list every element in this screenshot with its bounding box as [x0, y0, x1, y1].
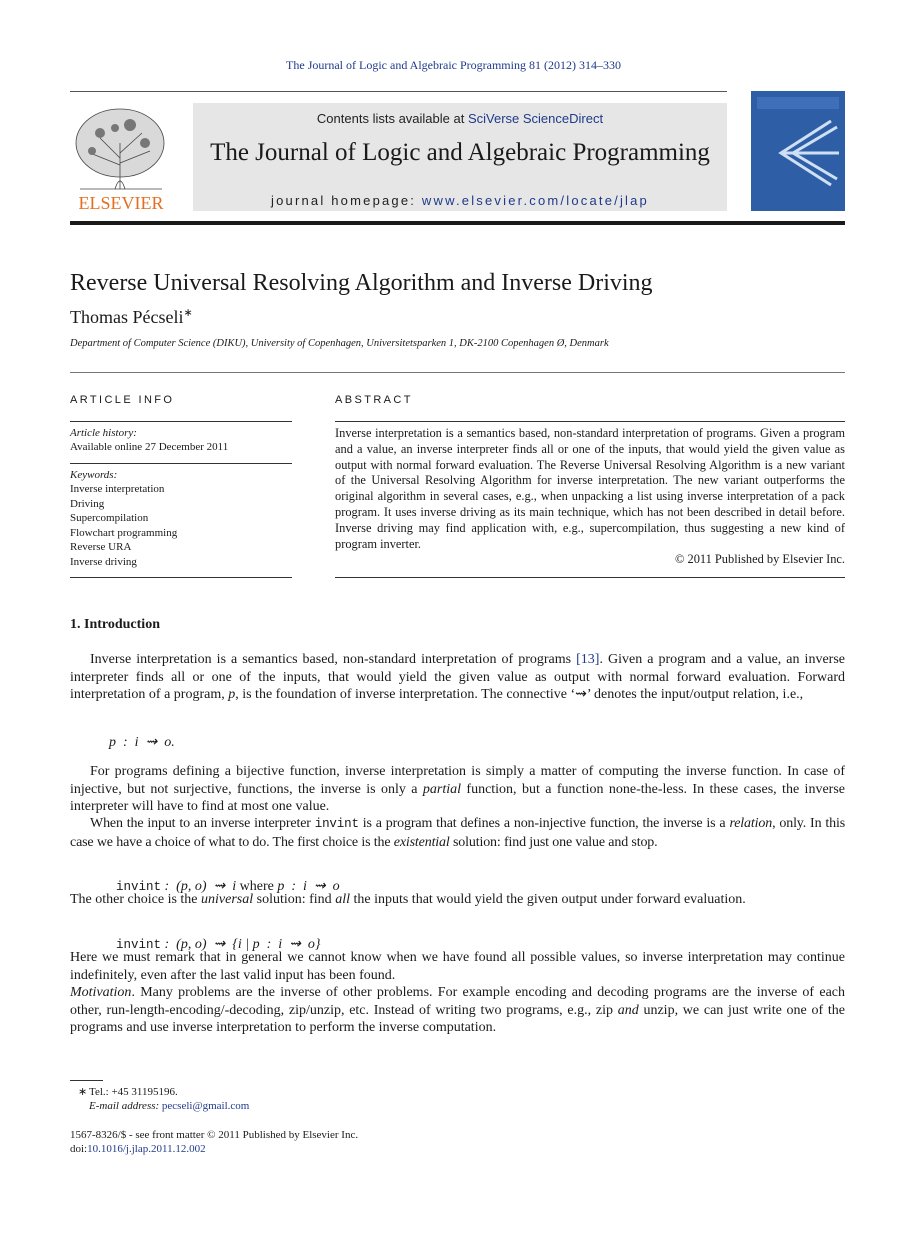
emphasis: all	[335, 892, 350, 907]
math-where: where	[236, 879, 278, 894]
abstract-text	[335, 426, 845, 568]
text-run: solution: find just one value and stop.	[449, 834, 658, 850]
code-invint: invint	[314, 817, 359, 831]
author-line	[70, 306, 193, 328]
intro-paragraph-1	[70, 651, 845, 704]
keywords-label: Keywords:	[70, 469, 118, 481]
intro-paragraph-5: Here we must remark that in general we cannot know when we have found all possible values, so inverse interpretation may continue indefinitely, even after the last valid input has been found.	[70, 950, 845, 983]
code-invint: invint	[116, 938, 162, 952]
paragraph-label: Motivation	[70, 985, 132, 1000]
emphasis: partial	[422, 781, 462, 797]
abstract-heading: ABSTRACT	[335, 394, 413, 406]
contents-line	[193, 111, 727, 126]
article-info-rule	[70, 421, 292, 422]
footnote-email	[89, 1099, 249, 1113]
article-info-bottom-rule	[70, 577, 292, 578]
elsevier-logo	[70, 103, 172, 213]
intro-paragraph-2	[70, 763, 845, 816]
footnote-mark: ∗	[78, 1086, 88, 1098]
elsevier-tree-icon	[70, 103, 172, 213]
intro-paragraph-4	[70, 891, 845, 909]
motivation-paragraph	[70, 984, 845, 1037]
abstract-bottom-rule	[335, 577, 845, 578]
keyword: Reverse URA	[70, 541, 132, 553]
article-info-heading: ARTICLE INFO	[70, 394, 175, 406]
footnote-tel: Tel.: +45 31195196.	[89, 1086, 178, 1098]
text-run: For programs defining a bijective function, inverse interpretation is simply a matter of computing the inverse function. In case of injective, but not surjective, functions, the inverse is only a	[70, 764, 845, 797]
citation-link[interactable]: [13]	[576, 652, 600, 667]
keywords-list	[70, 482, 177, 569]
email-link[interactable]: pecseli@gmail.com	[161, 1100, 250, 1112]
text-run: , is the foundation of inverse interpretation. The connective ‘⇝’ denotes the input/output relation, i.e.,	[235, 687, 804, 703]
text-run: When the input to an inverse interpreter	[90, 816, 315, 831]
code-invint: invint	[116, 880, 162, 894]
doi-line	[70, 1142, 206, 1156]
issn-line: 1567-8326/$ - see front matter © 2011 Published by Elsevier Inc.	[70, 1129, 359, 1141]
abstract-rule	[335, 421, 845, 422]
text-run: the inputs that would yield the given output under forward evaluation.	[349, 892, 746, 907]
text-run: Inverse interpretation is a semantics based, non-standard interpretation of programs	[90, 652, 577, 667]
keywords-rule	[70, 463, 292, 464]
history-value: Available online 27 December 2011	[70, 441, 229, 453]
homepage-link[interactable]: www.elsevier.com/locate/jlap	[421, 193, 649, 208]
email-label: E-mail address:	[89, 1100, 162, 1112]
abstract-body: Inverse interpretation is a semantics based, non-standard interpretation of programs. Given a program and a value, an inverse interpreter finds all or one of the inputs, that would yield the given value as output with normal forward evaluation. The Reverse Universal Resolving Algorithm is a new variant of the Universal Resolving Algorithm for inverse interpretation. The new variant outperforms the original algorithm in several cases, e.g., when unpacking a list using inverse interpretation of a pack program. It uses inverse driving as its main technique, which has not been described in detail before. Inverse driving may find application with, e.g., supercompilation, thus suggesting a new kind of program inverter.	[335, 426, 845, 551]
text-run: unzip, we can just write one of the programs and use inverse interpretation to perform the inverse computation.	[70, 1002, 846, 1036]
keyword: Flowchart programming	[70, 526, 178, 539]
journal-banner	[193, 103, 727, 211]
elsevier-wordmark: ELSEVIER	[78, 193, 164, 213]
cover-arrow-icon	[751, 91, 845, 211]
affiliation: Department of Computer Science (DIKU), University of Copenhagen, Universitetsparken 1, DK-2100 Copenhagen Ø, Denmark	[70, 338, 609, 349]
header-rule	[70, 91, 727, 92]
text-run: function, but a function none-the-less. In these cases, the inverse interpreter will have to find at most one value.	[70, 781, 845, 815]
history-label: Article history:	[70, 427, 137, 439]
title-rule	[70, 372, 845, 373]
journal-title: The Journal of Logic and Algebraic Programming	[210, 139, 710, 166]
math: : (p, o) ⇝ i	[161, 879, 237, 894]
math: p : i ⇝ o	[277, 879, 340, 894]
text-run: The other choice is the	[70, 892, 202, 907]
sciencedirect-link[interactable]: SciVerse ScienceDirect	[467, 111, 604, 126]
homepage-prefix: journal homepage:	[271, 193, 422, 208]
author-footnote-mark[interactable]: ∗	[183, 307, 193, 319]
doi-link[interactable]: 10.1016/j.jlap.2011.12.002	[87, 1143, 206, 1155]
doi-label: doi:	[70, 1143, 88, 1155]
header-thick-rule	[70, 221, 845, 225]
keyword: Supercompilation	[70, 512, 149, 524]
math: : (p, o) ⇝ {i | p : i ⇝ o}	[161, 937, 321, 952]
equation-io-relation: p : i ⇝ o.	[109, 735, 175, 750]
text-run: solution: find	[253, 892, 336, 907]
emphasis: relation	[729, 816, 773, 831]
keyword: Driving	[70, 497, 105, 510]
journal-reference[interactable]: The Journal of Logic and Algebraic Programming 81 (2012) 314–330	[286, 58, 621, 72]
section-heading: 1. Introduction	[70, 617, 160, 632]
keyword: Inverse driving	[70, 555, 137, 568]
homepage-line	[193, 193, 727, 208]
author-name: Thomas Pécseli	[70, 307, 184, 327]
emphasis: universal	[201, 892, 254, 907]
math-var: p	[228, 687, 236, 703]
contents-prefix: Contents lists available at	[316, 111, 468, 126]
text-run: . Given a program and a value, an inverse interpreter finds all or one of the inputs, that would yield the given value as output with normal forward evaluation. Forward interpretation of a program,	[70, 652, 845, 703]
text-run: , only. In this case we have a choice of what to do. The first choice is the	[70, 816, 845, 850]
intro-paragraph-3	[70, 815, 845, 851]
footnote-rule	[70, 1080, 103, 1081]
text-run: . Many problems are the inverse of other problems. For example encoding and decoding programs are the inverse of each other, run-length-encoding/-decoding, zip/unzip, etc. Instead of writing two programs, e.g., zip	[70, 985, 845, 1018]
emphasis: existential	[393, 834, 450, 850]
emphasis: and	[617, 1002, 639, 1018]
article-title: Reverse Universal Resolving Algorithm and Inverse Driving	[70, 270, 653, 296]
keyword: Inverse interpretation	[70, 483, 165, 495]
journal-cover-image	[751, 91, 845, 211]
text-run: is a program that defines a non-injective function, the inverse is a	[358, 816, 730, 831]
abstract-copyright: © 2011 Published by Elsevier Inc.	[674, 552, 845, 567]
